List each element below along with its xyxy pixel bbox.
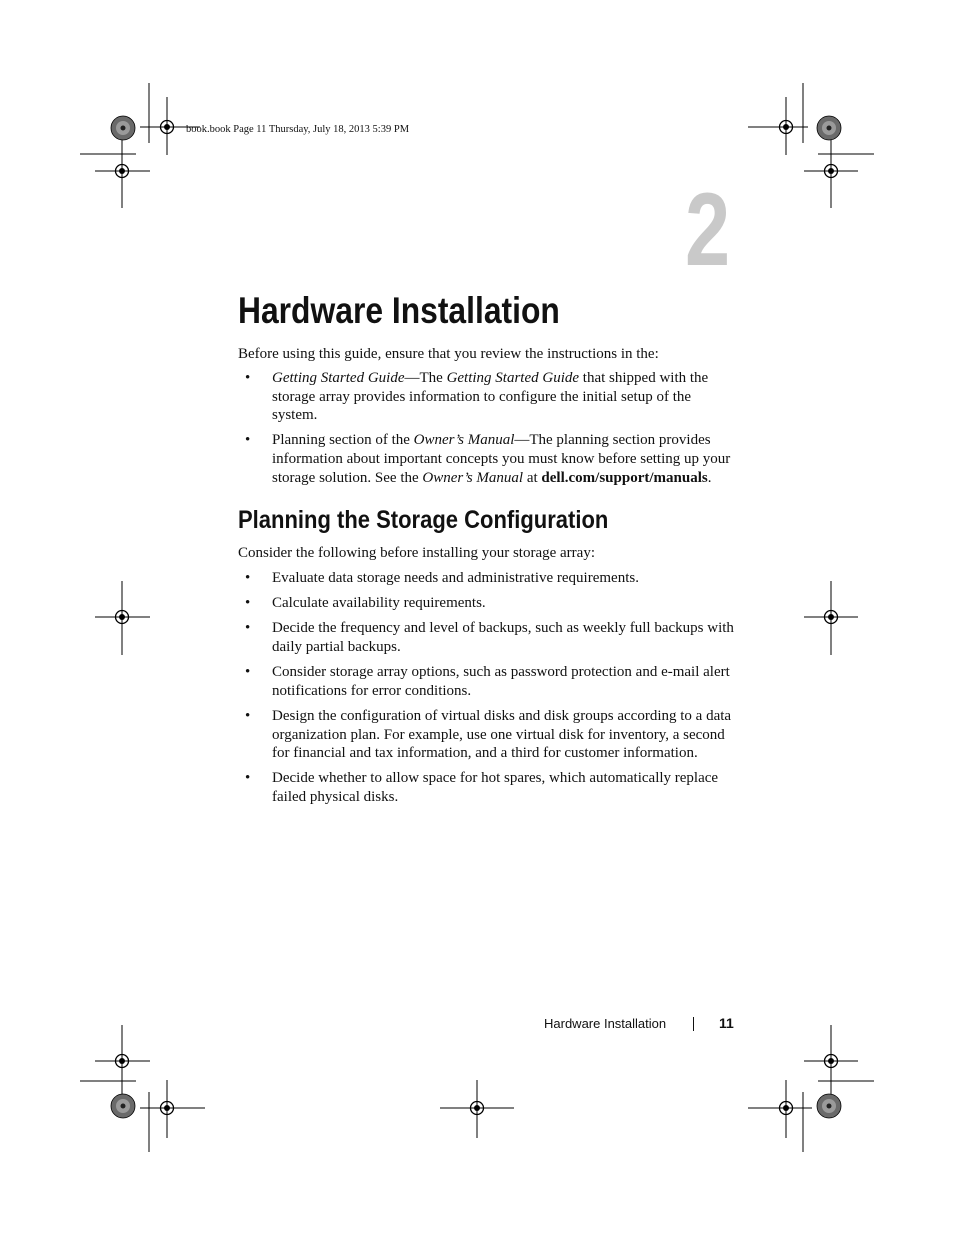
doc-title: Getting Started Guide xyxy=(446,370,580,386)
bullet: • xyxy=(245,570,251,586)
text-run: —The xyxy=(404,370,447,386)
manuals-link[interactable]: dell.com/support/manuals xyxy=(541,469,708,486)
list-item xyxy=(238,431,738,487)
planning-list xyxy=(238,569,738,813)
text-run: at xyxy=(523,469,542,486)
bullet: • xyxy=(245,620,251,637)
list-item xyxy=(238,619,738,656)
footer-divider xyxy=(693,1017,694,1031)
text-run: —The planning section provides information about important concepts you must know before setting up your storage solution. See the xyxy=(272,432,731,486)
section-heading: Planning the Storage Configuration xyxy=(238,506,609,534)
bullet: • xyxy=(245,664,251,681)
bullet: • xyxy=(245,707,251,724)
list-item-text: Calculate availability requirements. xyxy=(272,595,486,612)
list-item xyxy=(238,663,738,700)
intro-paragraph: Before using this guide, ensure that you review the instructions in the: xyxy=(238,346,659,362)
documentation-list xyxy=(238,369,738,494)
list-item-text: Consider storage array options, such as password protection and e-mail alert notifications for error conditions. xyxy=(272,664,730,699)
list-item xyxy=(238,769,738,806)
text-run: . xyxy=(707,469,712,486)
section-intro: Consider the following before installing your storage array: xyxy=(238,545,595,561)
bullet: • xyxy=(245,770,251,787)
page-number: 11 xyxy=(719,1015,734,1031)
doc-title: Owner’s Manual xyxy=(413,432,515,449)
list-item-text xyxy=(272,369,738,425)
footer-section-title: Hardware Installation xyxy=(544,1016,667,1031)
text-run: that shipped with the storage array provides information to configure the initial setup of the system. xyxy=(272,370,709,424)
bullet: • xyxy=(245,595,251,612)
crop-marks-top xyxy=(80,83,874,154)
print-header: book.book Page 11 Thursday, July 18, 2013 5:39 PM xyxy=(186,124,410,135)
list-item xyxy=(238,569,738,588)
list-item-text: Design the configuration of virtual disks and disk groups according to a data organization plan. For example, use one virtual disk for inventory, a second for financial and tax information, and a third for customer information. xyxy=(272,707,732,762)
list-item-text: Evaluate data storage needs and administrative requirements. xyxy=(272,570,639,586)
list-item xyxy=(238,369,738,425)
list-item-text: Decide the frequency and level of backups, such as weekly full backups with daily partial backups. xyxy=(272,620,734,655)
doc-title: Owner’s Manual xyxy=(422,469,524,486)
doc-title: Getting Started Guide xyxy=(272,370,405,386)
list-item-text: Decide whether to allow space for hot spares, which automatically replace failed physical disks. xyxy=(272,770,719,805)
list-item xyxy=(238,594,738,613)
chapter-number: 2 xyxy=(685,172,731,288)
chapter-title: Hardware Installation xyxy=(238,290,560,331)
bullet: • xyxy=(245,370,251,386)
list-item xyxy=(238,707,738,763)
text-run: Planning section of the xyxy=(272,432,414,449)
bullet: • xyxy=(245,432,251,449)
list-item-text xyxy=(272,431,738,487)
